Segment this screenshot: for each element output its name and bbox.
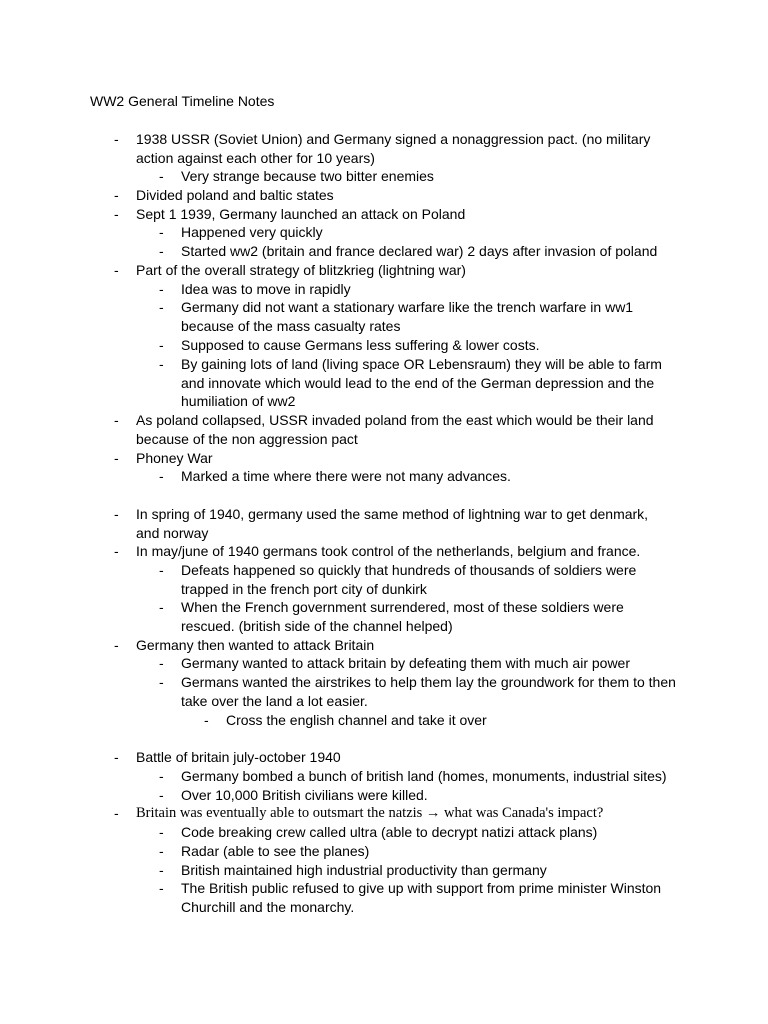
list-item <box>159 654 677 673</box>
bullet-dash: - <box>114 131 119 147</box>
list-item <box>159 223 677 242</box>
list-item-text: Cross the english channel and take it over <box>226 712 487 728</box>
list-item <box>159 298 677 335</box>
list-item-text: Over 10,000 British civilians were killed. <box>181 787 428 803</box>
list-item-text: Started ww2 (britain and france declared war) 2 days after invasion of poland <box>181 243 658 259</box>
list-item-text: When the French government surrendered, most of these soldiers were rescued. (british side of the channel helped) <box>181 599 624 634</box>
list-item <box>159 879 677 916</box>
list-item <box>204 711 666 730</box>
bullet-dash: - <box>114 206 119 222</box>
list-item <box>114 130 656 167</box>
list-item-text: As poland collapsed, USSR invaded poland from the east which would be their land because of the non aggression pact <box>136 412 654 447</box>
list-item-text: Marked a time where there were not many advances. <box>181 468 511 484</box>
list-item-text: In may/june of 1940 germans took control of the netherlands, belgium and france. <box>136 543 641 559</box>
list-item <box>159 355 677 411</box>
list-item <box>159 467 677 486</box>
bullet-dash: - <box>159 337 164 353</box>
list-item <box>114 542 656 561</box>
list-item-text: By gaining lots of land (living space OR Lebensraum) they will be able to farm and innovate which would lead to the end of the German depression and the humiliation of ww2 <box>181 356 662 410</box>
bullet-dash: - <box>159 880 164 896</box>
bullet-dash: - <box>114 412 119 428</box>
list-item-text: The British public refused to give up with support from prime minister Winston Churchill and the monarchy. <box>181 880 662 915</box>
list-item-text: Phoney War <box>136 450 213 466</box>
list-item-text: Radar (able to see the planes) <box>181 843 370 859</box>
list-item <box>159 823 677 842</box>
list-item <box>159 842 677 861</box>
bullet-dash: - <box>159 281 164 297</box>
bullet-dash: - <box>159 168 164 184</box>
bullet-dash: - <box>114 450 119 466</box>
list-item-text: Supposed to cause Germans less suffering & lower costs. <box>181 337 540 353</box>
list-item <box>114 449 656 468</box>
bullet-dash: - <box>204 712 209 728</box>
page-title: WW2 General Timeline Notes <box>90 93 275 109</box>
bullet-dash: - <box>159 299 164 315</box>
list-item <box>159 561 677 598</box>
bullet-dash: - <box>114 749 119 765</box>
list-item-text: Germany wanted to attack britain by defeating them with much air power <box>181 655 630 671</box>
list-item-text: Germans wanted the airstrikes to help them lay the groundwork for them to then take over the land a lot easier. <box>181 674 676 709</box>
list-item-text: British maintained high industrial productivity than germany <box>181 862 547 878</box>
list-item <box>114 636 656 655</box>
list-item-text: 1938 USSR (Soviet Union) and Germany signed a nonaggression pact. (no military action against each other for 10 years) <box>136 131 651 166</box>
list-item <box>114 261 656 280</box>
bullet-dash: - <box>159 843 164 859</box>
list-item <box>159 280 677 299</box>
list-item-text: Britain was eventually able to outsmart the natzis → what was Canada's impact? <box>136 805 604 821</box>
bullet-dash: - <box>159 655 164 671</box>
bullet-dash: - <box>114 805 119 821</box>
list-item <box>159 336 677 355</box>
list-item-text: Code breaking crew called ultra (able to decrypt natizi attack plans) <box>181 824 598 840</box>
list-item <box>159 767 677 786</box>
bullet-dash: - <box>159 356 164 372</box>
list-item <box>114 748 656 767</box>
list-item-text: Germany bombed a bunch of british land (homes, monuments, industrial sites) <box>181 768 667 784</box>
list-item-text: In spring of 1940, germany used the same method of lightning war to get denmark, and norway <box>136 506 649 541</box>
list-item-text: Part of the overall strategy of blitzkrieg (lightning war) <box>136 262 466 278</box>
list-item-text: Sept 1 1939, Germany launched an attack on Poland <box>136 206 466 222</box>
list-item-text: Happened very quickly <box>181 224 323 240</box>
bullet-dash: - <box>159 224 164 240</box>
list-item <box>159 242 677 261</box>
bullet-dash: - <box>159 599 164 615</box>
list-item <box>159 598 677 635</box>
list-item-text: Battle of britain july-october 1940 <box>136 749 341 765</box>
list-item-text: Divided poland and baltic states <box>136 187 334 203</box>
list-item <box>114 804 656 823</box>
list-item <box>159 861 677 880</box>
bullet-dash: - <box>159 768 164 784</box>
bullet-dash: - <box>159 787 164 803</box>
bullet-dash: - <box>114 637 119 653</box>
list-item-text: Germany did not want a stationary warfare like the trench warfare in ww1 because of the mass casualty rates <box>181 299 634 334</box>
list-item <box>114 205 656 224</box>
bullet-dash: - <box>159 468 164 484</box>
bullet-dash: - <box>114 187 119 203</box>
list-item <box>114 411 656 448</box>
list-item <box>114 505 656 542</box>
list-item-text: Idea was to move in rapidly <box>181 281 351 297</box>
bullet-dash: - <box>159 674 164 690</box>
list-item-text: Defeats happened so quickly that hundreds of thousands of soldiers were trapped in the french port city of dunkirk <box>181 562 637 597</box>
bullet-dash: - <box>114 506 119 522</box>
list-item <box>114 186 656 205</box>
list-item-text: Germany then wanted to attack Britain <box>136 637 375 653</box>
bullet-dash: - <box>159 562 164 578</box>
list-item <box>159 167 677 186</box>
bullet-dash: - <box>159 824 164 840</box>
bullet-dash: - <box>159 243 164 259</box>
bullet-dash: - <box>114 262 119 278</box>
bullet-dash: - <box>114 543 119 559</box>
list-item <box>159 673 677 710</box>
list-item <box>159 786 677 805</box>
list-item-text: Very strange because two bitter enemies <box>181 168 434 184</box>
bullet-dash: - <box>159 862 164 878</box>
